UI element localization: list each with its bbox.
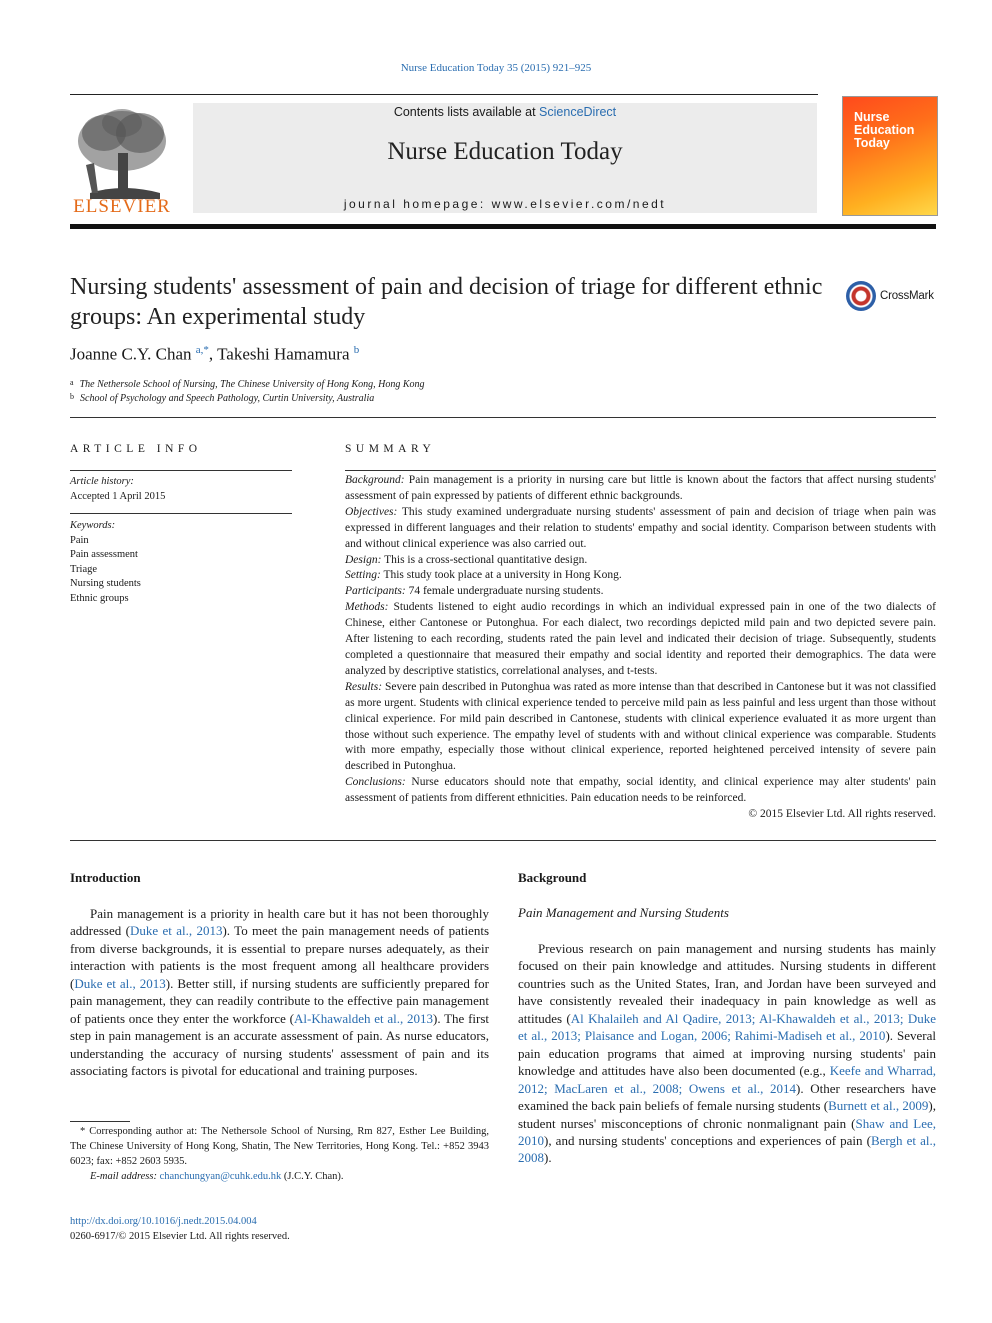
sciencedirect-link[interactable]: ScienceDirect: [539, 105, 617, 119]
citation-link[interactable]: Burnett et al., 2009: [828, 1098, 929, 1114]
corresponding-footnote: [70, 1124, 489, 1184]
divider: [345, 470, 936, 471]
article-history: [70, 475, 165, 504]
contents-prefix: Contents lists available at: [393, 105, 540, 119]
copyright: © 2015 Elsevier Ltd. All rights reserved.: [748, 808, 936, 821]
body-text: ). Better still, if nursing students are sufficiently prepared for pain management, they can readily contribute to the effective pain management of patients once they enter the workforce (: [70, 975, 489, 1026]
summary-section: Design: This is a cross-sectional quantitative design.: [345, 553, 588, 566]
body-text: ), student nurses' misconceptions of chronic nonmalignant pain (: [518, 1098, 936, 1131]
citation-link[interactable]: Shaw and Lee, 2010: [518, 1115, 937, 1148]
author-mark[interactable]: a,*: [195, 344, 209, 356]
body-text: Previous research on pain management and nursing students has mainly focused on their pain knowledge and attitudes. Nursing students in different countries such as the United States, Iran, and Jordan have been surveyed and have consistently revealed their inadequacy in pain knowledge as well as attitudes (: [518, 941, 936, 1026]
body-text: ). Several pain education programs that aimed at improving nursing students' pain knowledge and attitudes have also been documented (e.g.,: [518, 1028, 936, 1079]
header-divider: [70, 94, 818, 95]
elsevier-wordmark: ELSEVIER: [73, 196, 171, 217]
article-title: Nursing students' assessment of pain and decision of triage for different ethnic groups: An experimental study: [70, 274, 823, 330]
email-link[interactable]: chanchungyan@cuhk.edu.hk: [159, 1171, 282, 1182]
doi-link[interactable]: http://dx.doi.org/10.1016/j.nedt.2015.04.004: [70, 1216, 257, 1227]
background-subheading: Pain Management and Nursing Students: [518, 905, 729, 920]
citation-link[interactable]: Duke et al., 2013: [129, 923, 223, 939]
article-info-heading: ARTICLE INFO: [70, 443, 202, 455]
keywords-label: Keywords:: [70, 520, 116, 531]
corresponding-author: * Corresponding author at: The Nethersole School of Nursing, Rm 827, Esther Lee Building, The Chinese University of Hong Kong, Shatin, The New Territories, Hong Kong. Tel.: +852 3943 6023; fax: +852 2603 5935.: [70, 1126, 489, 1167]
author-list: Joanne C.Y. Chan $^{a,*}$, Takeshi Hamamura $^b$: [70, 344, 360, 364]
introduction-heading: Introduction: [70, 870, 141, 885]
author-name: Joanne C.Y. Chan: [70, 344, 192, 364]
keyword: Pain assessment: [70, 549, 138, 560]
divider: [70, 417, 936, 418]
background-text: [518, 940, 936, 1167]
summary-section: Objectives: This study examined undergraduate nursing students' assessment of pain and decision of triage when pain was expressed in different languages and their relation to students' empathy and social identity. Comparison between students with and without clinical experience was also carried out.: [345, 505, 936, 550]
summary-section: Conclusions: Nurse educators should note that empathy, social identity, and clinical experience may alter students' pain assessment of patients from different ethnicities. Pain education needs to be reinforced.: [345, 776, 937, 805]
keyword: Ethnic groups: [70, 592, 129, 604]
email-line: [70, 1169, 489, 1184]
summary-section: Setting: This study took place at a university in Hong Kong.: [345, 569, 622, 582]
summary-section: Methods: Students listened to eight audio recordings in which an individual expressed pain in one of the two dialects of Chinese, either Cantonese or Putonghua. For each dialect, two recordings depicted mild pain and two depicted severe pain. After listening to each recording, students rated the pain level and indicated their decision of triage. Subsequently, students completed a questionnaire that measured their empathy and social identity and reported their demographics. The data were analyzed by descriptive statistics, correlational analyses, and t-tests.: [345, 601, 937, 677]
journal-title: Nurse Education Today: [387, 138, 623, 165]
citation-link[interactable]: Duke et al., 2013: [74, 975, 166, 991]
body-text: ).: [544, 1150, 552, 1166]
contents-line: [193, 105, 817, 119]
crossmark-label[interactable]: CrossMark: [880, 290, 934, 302]
citation-link[interactable]: Bergh et al., 2008: [518, 1132, 936, 1166]
keywords-block: [70, 519, 141, 606]
paragraph: [518, 940, 936, 1167]
journal-homepage[interactable]: journal homepage: www.elsevier.com/nedt: [343, 197, 667, 211]
journal-citation[interactable]: Nurse Education Today 35 (2015) 921–925: [400, 62, 592, 74]
affiliation: $^b$ School of Psychology and Speech Pathology, Curtin University, Australia: [70, 392, 375, 404]
divider: [70, 840, 936, 841]
body-text: ). To meet the pain management needs of patients from diverse backgrounds, it is essential to prepare nurses adequately, as their interaction with patients is the most frequent among all healthcare providers (: [70, 923, 490, 991]
summary-section: Background: Pain management is a priority in nursing care but little is known about the factors that affect nursing students' assessment of pain expressed by patients of different ethnic backgrounds.: [345, 474, 936, 502]
body-text: Pain management is a priority in health care but it has not been thoroughly addressed (: [70, 906, 489, 939]
citation-link[interactable]: Al Khalaileh and Al Qadire, 2013; Al-Khawaldeh et al., 2013; Duke et al., 2013; Plaisance and Logan, 2006; Rahimi-Madiseh et al., 2010: [518, 1010, 936, 1044]
issn-line: 0260-6917/© 2015 Elsevier Ltd. All rights reserved.: [70, 1231, 290, 1242]
email-label: E-mail address:: [90, 1171, 157, 1182]
author-mark[interactable]: b: [353, 344, 360, 356]
paragraph: [70, 905, 489, 1080]
summary-section: Participants: 74 female undergraduate nursing students.: [345, 585, 604, 598]
affiliation: $^a$ The Nethersole School of Nursing, The Chinese University of Hong Kong, Hong Kong: [70, 378, 425, 390]
keyword: Pain: [70, 534, 89, 546]
history-label: Article history:: [70, 476, 134, 487]
introduction-text: [70, 905, 489, 1080]
keyword: Nursing students: [70, 578, 141, 589]
citation-link[interactable]: Keefe and Wharrad, 2012; MacLaren et al., 2008; Owens et al., 2014: [518, 1063, 937, 1096]
body-text: ). The first step in pain management is an accurate assessment of pain. As nurse educators, understanding the accuracy of nursing students' assessment of pain and its associating factors is pivotal for educational and training purposes.: [70, 1010, 490, 1079]
body-text: ), and nursing students' conceptions and experiences of pain (: [544, 1132, 871, 1148]
background-heading: Background: [518, 870, 587, 885]
header-thick-rule: [70, 224, 936, 229]
summary-body: [345, 473, 936, 823]
history-value: Accepted 1 April 2015: [70, 490, 166, 502]
cover-title: Nurse Education Today: [854, 110, 915, 150]
email-suffix: (J.C.Y. Chan).: [281, 1171, 344, 1182]
author-name: Takeshi Hamamura: [217, 344, 350, 364]
divider: [70, 470, 292, 471]
body-text: ). Other researchers have examined the back pain beliefs of female nursing students (: [518, 1080, 936, 1114]
keyword: Triage: [70, 563, 98, 575]
crossmark-icon[interactable]: [846, 281, 876, 311]
summary-heading: SUMMARY: [345, 443, 436, 455]
footnote-rule: [70, 1121, 130, 1122]
divider: [70, 513, 292, 514]
citation-link[interactable]: Al-Khawaldeh et al., 2013: [294, 1010, 434, 1026]
summary-section: Results: Severe pain described in Putonghua was rated as more intense than that described in Cantonese but it was not classified as more urgent. Students with clinical experience tended to perceive mild pain as less painful and less urgent than those without clinical experience. For mild pain described in Cantonese, students with clinical experience evaluated it as more urgent than those without such experience. The empathy level of students with and without clinical experience was comparable. Students with more empathy, especially those without clinical experience, reported heightened perceived intensity of severe pain described in Putonghua.: [345, 680, 936, 773]
